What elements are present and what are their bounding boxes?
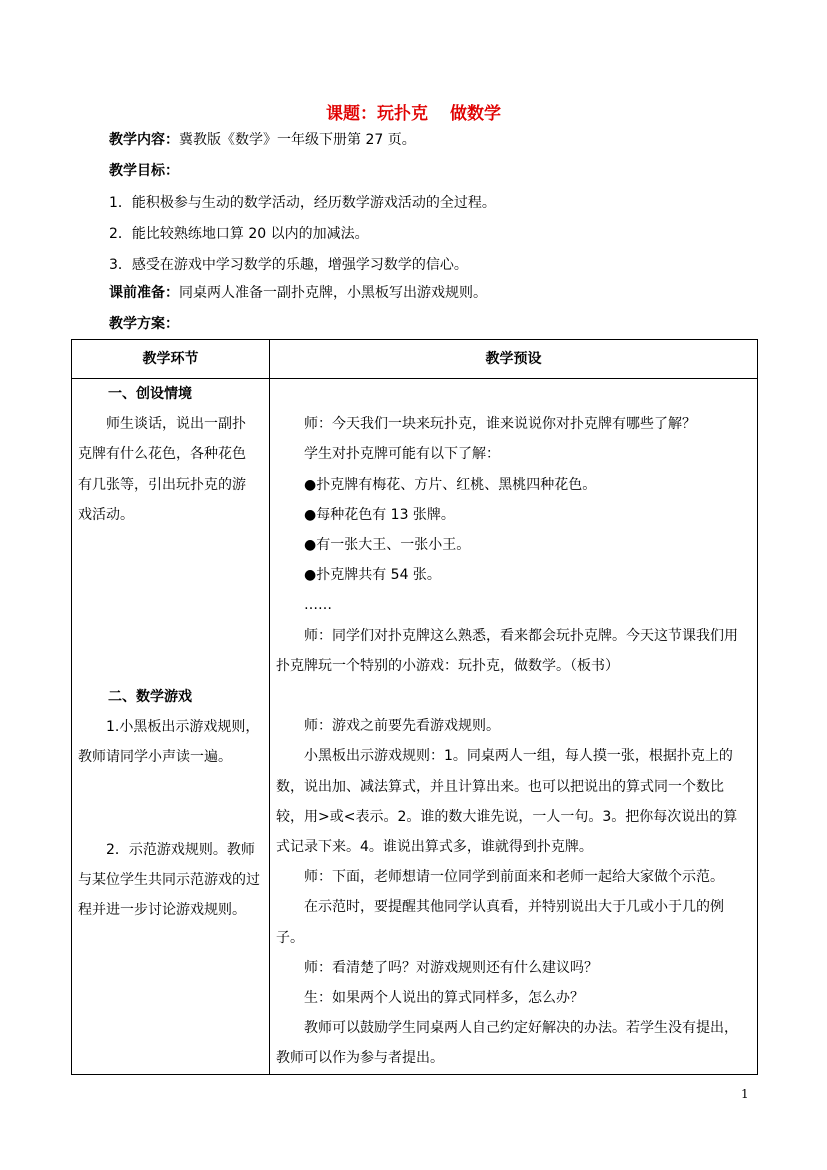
plan-label-line — [109, 313, 179, 335]
preparation-line — [109, 282, 487, 304]
goal-item-1: 1．能积极参与生动的数学活动，经历数学游戏活动的全过程。 — [109, 195, 496, 211]
stage-cell — [72, 379, 270, 1075]
plan-paragraph: 在示范时，要提醒其他同学认真看，并特别说出大于几或小于几的例子。 — [276, 899, 724, 946]
page-number: 1 — [741, 1087, 749, 1101]
teaching-goals-heading: 教学目标： — [109, 163, 179, 179]
teaching-goals-label — [109, 160, 179, 182]
plan-line: 师：看清楚了吗？对游戏规则还有什么建议吗？ — [304, 959, 598, 976]
lesson-title-prefix: 课题：玩扑克 — [326, 104, 428, 124]
plan-paragraph: 师：同学们对扑克牌这么熟悉，看来都会玩扑克牌。今天这节课我们用扑克牌玩一个特别的小游戏：玩扑克，做数学。（板书） — [276, 627, 738, 674]
col-header-plan: 教学预设 — [270, 340, 758, 379]
plan-paragraph: 小黑板出示游戏规则：1。同桌两人一组，每人摸一张，根据扑克上的数，说出加、减法算式，并且计算出来。也可以把说出的算式同一个数比较，用>或<表示。2。谁的数大谁先说，一人一句。3。把你每次说出的算式记录下来。4。谁说出算式多，谁就得到扑克牌。 — [276, 748, 738, 856]
table-row — [72, 379, 758, 1075]
lesson-title-suffix: 做数学 — [450, 104, 501, 124]
section-heading-2: 二、数学游戏 — [108, 689, 192, 706]
section-2-left-text-2: 2．示范游戏规则。教师与某位学生共同示范游戏的过程并进一步讨论游戏规则。 — [78, 841, 260, 919]
lesson-plan-table — [71, 339, 758, 1075]
plan-label: 教学方案： — [109, 316, 179, 332]
plan-line: 师：今天我们一块来玩扑克，谁来说说你对扑克牌有哪些了解？ — [304, 416, 696, 433]
table-header-row — [72, 340, 758, 379]
lesson-title — [0, 101, 827, 127]
goal-item-2: 2．能比较熟练地口算 20 以内的加减法。 — [109, 226, 369, 242]
section-2-left-text-1: 1.小黑板出示游戏规则，教师请同学小声读一遍。 — [78, 719, 260, 766]
plan-line: …… — [304, 597, 332, 614]
plan-line: ●扑克牌有梅花、方片、红桃、黑桃四种花色。 — [304, 476, 597, 493]
goal-item-3: 3．感受在游戏中学习数学的乐趣，增强学习数学的信心。 — [109, 257, 468, 273]
plan-line: ●每种花色有 13 张牌。 — [304, 506, 455, 523]
teaching-content-label: 教学内容： — [109, 132, 179, 148]
teaching-content-value: 冀教版《数学》一年级下册第 27 页。 — [179, 132, 416, 148]
plan-line: ●有一张大王、一张小王。 — [304, 537, 471, 553]
plan-line: 学生对扑克牌可能有以下了解： — [304, 446, 500, 463]
col-header-stage: 教学环节 — [72, 340, 270, 379]
plan-line: 师：游戏之前要先看游戏规则。 — [304, 718, 500, 735]
section-heading-1: 一、创设情境 — [108, 386, 192, 402]
plan-line: ●扑克牌共有 54 张。 — [304, 567, 441, 584]
plan-line: 师：下面，老师想请一位同学到前面来和老师一起给大家做个示范。 — [304, 869, 724, 886]
teaching-content-line — [109, 129, 416, 151]
section-1-left-text: 师生谈话，说出一副扑克牌有什么花色，各种花色有几张等，引出玩扑克的游戏活动。 — [78, 416, 246, 523]
plan-cell — [270, 379, 758, 1075]
preparation-value: 同桌两人准备一副扑克牌，小黑板写出游戏规则。 — [179, 285, 487, 301]
plan-paragraph: 教师可以鼓励学生同桌两人自己约定好解决的办法。若学生没有提出，教师可以作为参与者提出。 — [276, 1020, 738, 1067]
plan-line: 生：如果两个人说出的算式同样多，怎么办？ — [304, 990, 584, 1007]
preparation-label: 课前准备： — [109, 285, 179, 301]
